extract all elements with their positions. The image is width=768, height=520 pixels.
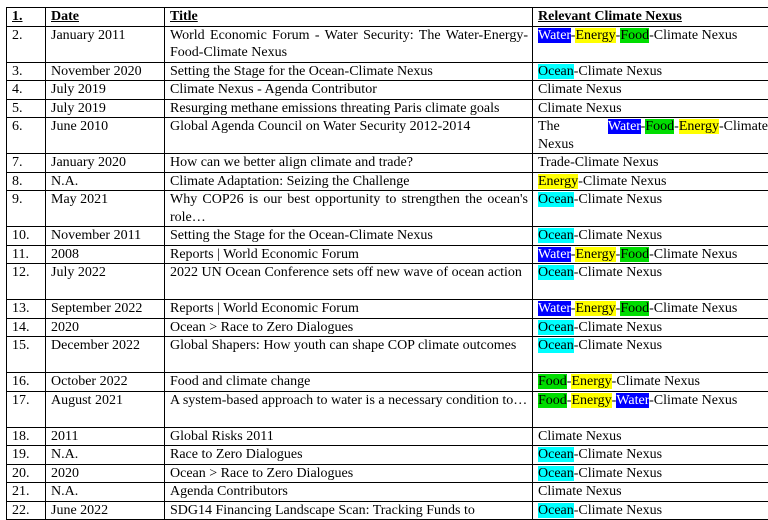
nexus-text: -Climate Nexus xyxy=(574,320,662,335)
nexus-highlight: Ocean xyxy=(538,447,574,462)
nexus-highlight: Energy xyxy=(575,28,615,43)
header-num: 1. xyxy=(7,8,46,27)
row-nexus xyxy=(533,337,768,373)
row-number: 16. xyxy=(7,373,46,392)
table-row xyxy=(7,172,768,191)
nexus-text: - xyxy=(567,374,572,389)
row-date: 2008 xyxy=(46,245,165,264)
row-number: 18. xyxy=(7,427,46,446)
nexus-highlight: Water xyxy=(538,247,571,262)
table-row xyxy=(7,427,768,446)
row-title: Setting the Stage for the Ocean-Climate Nexus xyxy=(165,62,533,81)
table-row xyxy=(7,62,768,81)
nexus-text: -Climate Nexus xyxy=(612,374,700,389)
row-number: 11. xyxy=(7,245,46,264)
row-title: How can we better align climate and trade? xyxy=(165,154,533,173)
nexus-text: -Climate Nexus xyxy=(574,466,662,481)
table-row xyxy=(7,118,768,154)
row-title: Resurging methane emissions threating Paris climate goals xyxy=(165,99,533,118)
row-date: 2011 xyxy=(46,427,165,446)
nexus-highlight: Ocean xyxy=(538,338,574,353)
nexus-highlight: Water xyxy=(538,28,571,43)
header-row xyxy=(7,8,768,27)
nexus-text: - xyxy=(641,119,646,134)
row-title: 2022 UN Ocean Conference sets off new wave of ocean action xyxy=(165,264,533,300)
nexus-highlight: Ocean xyxy=(538,64,574,79)
row-title: Global Risks 2011 xyxy=(165,427,533,446)
nexus-text: -Climate Nexus xyxy=(538,119,768,152)
row-date: November 2020 xyxy=(46,62,165,81)
nexus-text: - xyxy=(571,301,576,316)
row-number: 4. xyxy=(7,81,46,100)
row-date: November 2011 xyxy=(46,227,165,246)
row-title: Global Shapers: How youth can shape COP climate outcomes xyxy=(165,337,533,373)
table-row xyxy=(7,300,768,319)
row-nexus xyxy=(533,62,768,81)
row-date: July 2022 xyxy=(46,264,165,300)
row-nexus xyxy=(533,245,768,264)
row-number: 8. xyxy=(7,172,46,191)
row-title: Agenda Contributors xyxy=(165,483,533,502)
nexus-text: -Climate Nexus xyxy=(649,247,737,262)
table-row xyxy=(7,245,768,264)
nexus-text: -Climate Nexus xyxy=(574,64,662,79)
nexus-highlight: Water xyxy=(538,301,571,316)
row-nexus xyxy=(533,483,768,502)
row-number: 9. xyxy=(7,191,46,227)
nexus-text: - xyxy=(616,28,621,43)
row-nexus xyxy=(533,300,768,319)
nexus-highlight: Food xyxy=(538,393,567,408)
row-date: January 2020 xyxy=(46,154,165,173)
row-title: Food and climate change xyxy=(165,373,533,392)
row-number: 2. xyxy=(7,26,46,62)
row-nexus xyxy=(533,446,768,465)
row-date: July 2019 xyxy=(46,81,165,100)
table-row xyxy=(7,264,768,300)
nexus-highlight: Ocean xyxy=(538,466,574,481)
row-number: 6. xyxy=(7,118,46,154)
nexus-highlight: Energy xyxy=(679,119,719,134)
nexus-highlight: Energy xyxy=(571,374,611,389)
row-title: A system-based approach to water is a necessary condition to… xyxy=(165,391,533,427)
climate-nexus-table xyxy=(6,7,768,520)
row-nexus xyxy=(533,172,768,191)
nexus-highlight: Ocean xyxy=(538,320,574,335)
nexus-highlight: Energy xyxy=(571,393,611,408)
row-nexus xyxy=(533,154,768,173)
nexus-text: Climate Nexus xyxy=(538,429,622,444)
header-title: Title xyxy=(165,8,533,27)
table-row xyxy=(7,99,768,118)
row-date: N.A. xyxy=(46,446,165,465)
row-date: December 2022 xyxy=(46,337,165,373)
row-date: May 2021 xyxy=(46,191,165,227)
row-date: June 2022 xyxy=(46,501,165,520)
row-number: 10. xyxy=(7,227,46,246)
nexus-text: -Climate Nexus xyxy=(574,192,662,207)
row-nexus xyxy=(533,81,768,100)
row-title: SDG14 Financing Landscape Scan: Tracking Funds to xyxy=(165,501,533,520)
table-row xyxy=(7,154,768,173)
table-row xyxy=(7,373,768,392)
header-date: Date xyxy=(46,8,165,27)
table-row xyxy=(7,227,768,246)
nexus-text: - xyxy=(567,393,572,408)
nexus-highlight: Energy xyxy=(575,301,615,316)
nexus-text: - xyxy=(616,301,621,316)
table-row xyxy=(7,391,768,427)
nexus-text: -Climate Nexus xyxy=(574,228,662,243)
row-number: 15. xyxy=(7,337,46,373)
row-date: N.A. xyxy=(46,172,165,191)
table-row xyxy=(7,318,768,337)
table-body xyxy=(7,26,768,520)
table-row xyxy=(7,501,768,520)
table-row xyxy=(7,337,768,373)
row-title: Reports | World Economic Forum xyxy=(165,245,533,264)
row-number: 5. xyxy=(7,99,46,118)
nexus-text: The xyxy=(538,119,608,134)
nexus-highlight: Food xyxy=(645,119,674,134)
nexus-highlight: Water xyxy=(608,119,641,134)
table-row xyxy=(7,81,768,100)
row-date: January 2011 xyxy=(46,26,165,62)
row-number: 17. xyxy=(7,391,46,427)
row-title: Climate Nexus - Agenda Contributor xyxy=(165,81,533,100)
row-nexus xyxy=(533,99,768,118)
nexus-text: Climate Nexus xyxy=(538,82,622,97)
nexus-text: -Climate Nexus xyxy=(574,447,662,462)
row-title: Global Agenda Council on Water Security 2012-2014 xyxy=(165,118,533,154)
row-nexus xyxy=(533,26,768,62)
row-number: 12. xyxy=(7,264,46,300)
table-row xyxy=(7,464,768,483)
row-number: 14. xyxy=(7,318,46,337)
row-nexus xyxy=(533,264,768,300)
row-date: August 2021 xyxy=(46,391,165,427)
nexus-highlight: Ocean xyxy=(538,192,574,207)
row-date: N.A. xyxy=(46,483,165,502)
nexus-text: - xyxy=(571,28,576,43)
table-row xyxy=(7,446,768,465)
row-date: September 2022 xyxy=(46,300,165,319)
nexus-highlight: Food xyxy=(538,374,567,389)
row-title: Setting the Stage for the Ocean-Climate Nexus xyxy=(165,227,533,246)
row-title: Why COP26 is our best opportunity to strengthen the ocean's role… xyxy=(165,191,533,227)
row-nexus xyxy=(533,373,768,392)
nexus-highlight: Ocean xyxy=(538,265,574,280)
nexus-text: -Climate Nexus xyxy=(649,301,737,316)
row-number: 19. xyxy=(7,446,46,465)
table-row xyxy=(7,483,768,502)
row-title: Ocean > Race to Zero Dialogues xyxy=(165,318,533,337)
row-title: World Economic Forum - Water Security: The Water-Energy-Food-Climate Nexus xyxy=(165,26,533,62)
row-date: October 2022 xyxy=(46,373,165,392)
nexus-highlight: Energy xyxy=(538,174,578,189)
nexus-highlight: Ocean xyxy=(538,228,574,243)
row-nexus xyxy=(533,464,768,483)
nexus-text: -Climate Nexus xyxy=(574,265,662,280)
table-row xyxy=(7,191,768,227)
row-date: July 2019 xyxy=(46,99,165,118)
nexus-text: - xyxy=(616,247,621,262)
header-nexus: Relevant Climate Nexus xyxy=(533,8,768,27)
row-nexus xyxy=(533,118,768,154)
table-row xyxy=(7,26,768,62)
nexus-highlight: Food xyxy=(620,28,649,43)
nexus-text: -Climate Nexus xyxy=(574,338,662,353)
row-nexus xyxy=(533,501,768,520)
nexus-text: -Climate Nexus xyxy=(574,503,662,518)
row-nexus xyxy=(533,191,768,227)
nexus-highlight: Water xyxy=(616,393,649,408)
row-date: 2020 xyxy=(46,318,165,337)
nexus-highlight: Energy xyxy=(575,247,615,262)
row-date: June 2010 xyxy=(46,118,165,154)
nexus-text: Climate Nexus xyxy=(538,101,622,116)
row-nexus xyxy=(533,318,768,337)
nexus-text: Trade-Climate Nexus xyxy=(538,155,658,170)
nexus-text: - xyxy=(612,393,617,408)
nexus-highlight: Food xyxy=(620,301,649,316)
nexus-text: - xyxy=(571,247,576,262)
row-title: Ocean > Race to Zero Dialogues xyxy=(165,464,533,483)
nexus-highlight: Food xyxy=(620,247,649,262)
nexus-text: -Climate Nexus xyxy=(649,393,737,408)
row-number: 7. xyxy=(7,154,46,173)
nexus-text: -Climate Nexus xyxy=(649,28,737,43)
row-nexus xyxy=(533,227,768,246)
nexus-text: Climate Nexus xyxy=(538,484,622,499)
row-number: 13. xyxy=(7,300,46,319)
row-number: 3. xyxy=(7,62,46,81)
row-nexus xyxy=(533,427,768,446)
nexus-highlight: Ocean xyxy=(538,503,574,518)
row-date: 2020 xyxy=(46,464,165,483)
row-title: Race to Zero Dialogues xyxy=(165,446,533,465)
nexus-text: - xyxy=(674,119,679,134)
row-nexus xyxy=(533,391,768,427)
row-title: Reports | World Economic Forum xyxy=(165,300,533,319)
nexus-text: -Climate Nexus xyxy=(578,174,666,189)
row-number: 21. xyxy=(7,483,46,502)
row-title: Climate Adaptation: Seizing the Challenge xyxy=(165,172,533,191)
row-number: 20. xyxy=(7,464,46,483)
row-number: 22. xyxy=(7,501,46,520)
